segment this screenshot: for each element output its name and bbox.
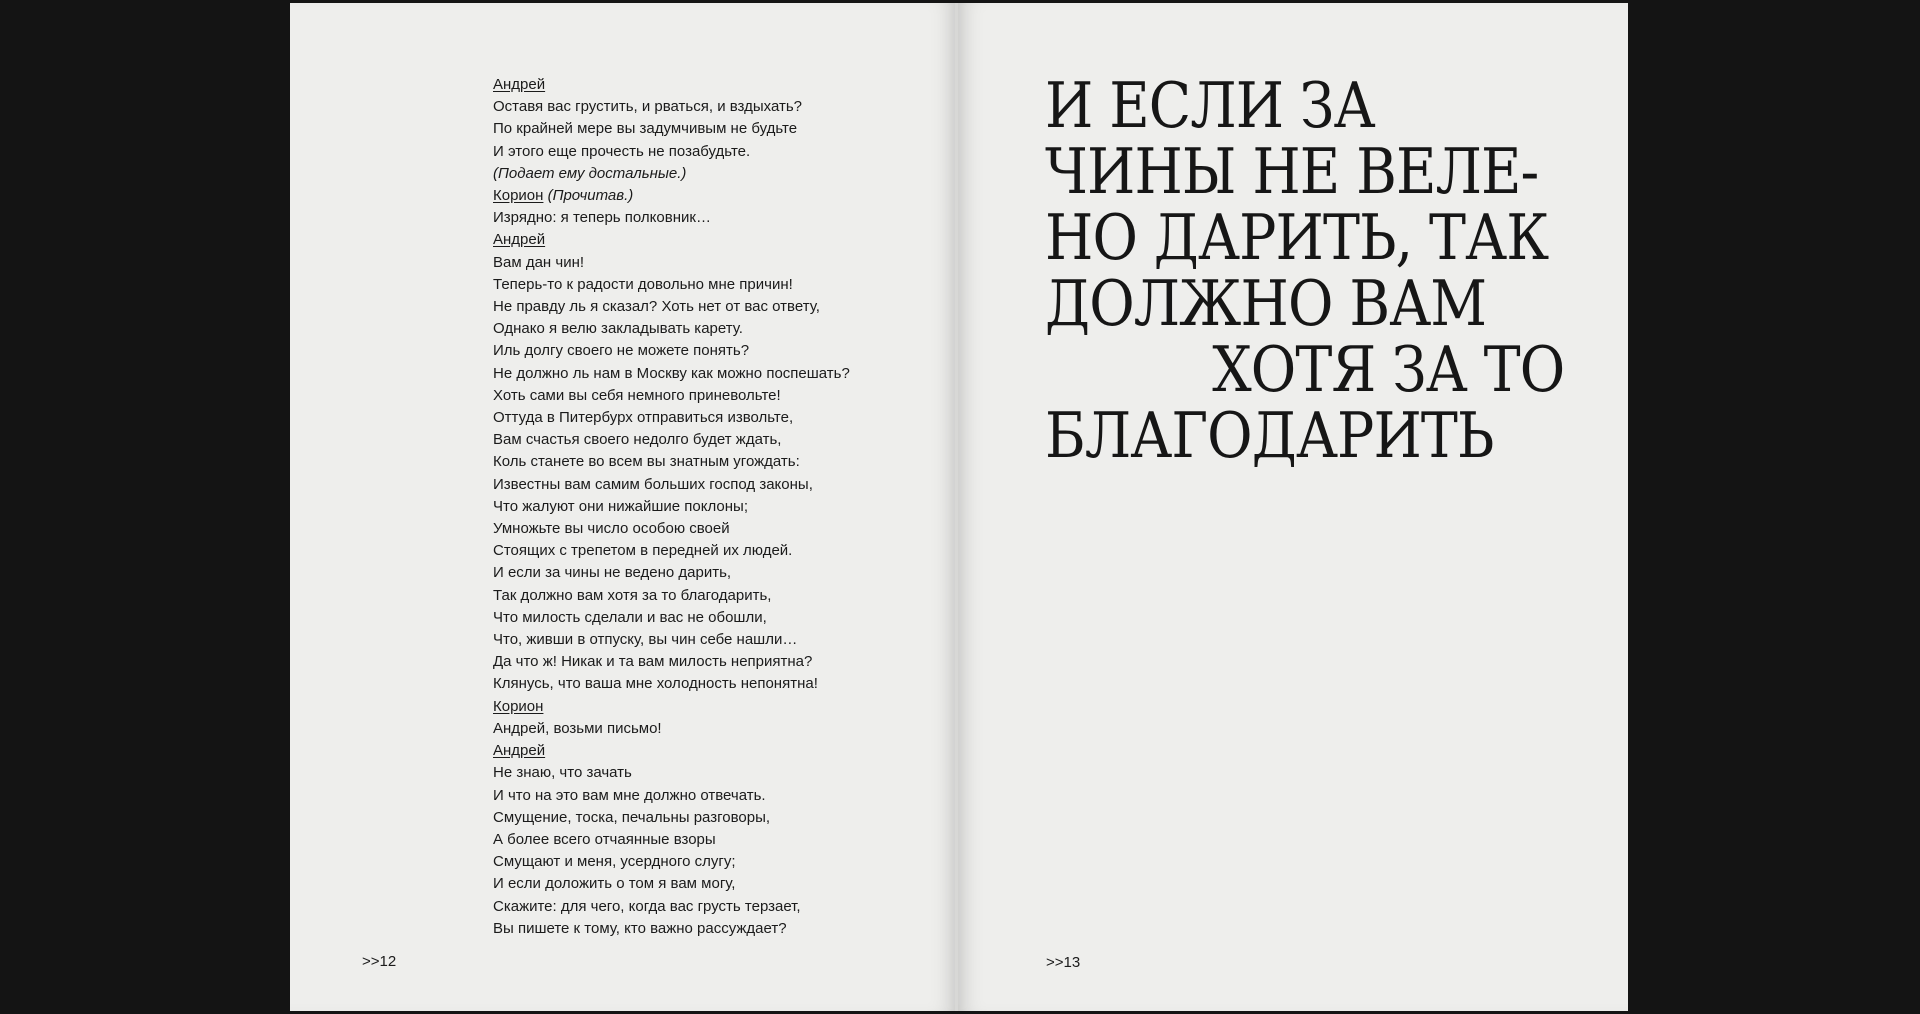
headline-line: БЛАГОДАРИТЬ bbox=[1045, 399, 1494, 472]
verse-line: И что на это вам мне должно отвечать. bbox=[493, 786, 766, 804]
verse-line: Оттуда в Питербурх отправиться извольте, bbox=[493, 409, 794, 427]
verse-line: Что жалуют они нижайшие поклоны; bbox=[493, 497, 748, 515]
verse-line: Стоящих с трепетом в передней их людей. bbox=[493, 542, 793, 560]
left-page bbox=[290, 3, 956, 1011]
speaker-name bbox=[493, 696, 933, 718]
stage-direction: (Подает ему достальные.) bbox=[493, 164, 687, 182]
verse-line: Изрядно: я теперь полковник… bbox=[493, 209, 711, 227]
verse-line: По крайней мере вы задумчивым не будьте bbox=[493, 120, 798, 138]
verse-line: Смущают и меня, усердного слугу; bbox=[493, 853, 736, 871]
speaker-label: Корион bbox=[493, 187, 544, 205]
verse-line: Да что ж! Никак и та вам милость неприятна? bbox=[493, 653, 813, 671]
verse-line: Смущение, тоска, печальны разговоры, bbox=[493, 808, 771, 826]
speaker-label: Андрей bbox=[493, 742, 546, 760]
verse-line: Скажите: для чего, когда вас грусть терзает, bbox=[493, 897, 801, 915]
verse-line: Известны вам самим больших господ законы, bbox=[493, 475, 813, 493]
verse-line: Иль долгу своего не можете понять? bbox=[493, 342, 750, 360]
headline-line: ХОТЯ ЗА ТО bbox=[1212, 333, 1565, 406]
verse-line: Хоть сами вы себя немного приневольте! bbox=[493, 386, 781, 404]
verse-text bbox=[493, 74, 933, 940]
verse-line: И этого еще прочесть не позабудьте. bbox=[493, 142, 751, 160]
verse-line: Что, живши в отпуску, вы чин себе нашли… bbox=[493, 631, 798, 649]
speaker-name bbox=[493, 229, 933, 251]
speaker-label: Андрей bbox=[493, 76, 546, 93]
verse-line: Клянусь, что ваша мне холодность непонятна! bbox=[493, 675, 818, 693]
page-number-right: >>13 bbox=[1046, 954, 1081, 971]
verse-line: Что милость сделали и вас не обошли, bbox=[493, 608, 767, 626]
verse-line: Теперь-то к радости довольно мне причин! bbox=[493, 275, 793, 293]
verse-line: Вы пишете к тому, кто важно рассуждает? bbox=[493, 919, 787, 937]
verse-line: Вам счастья своего недолго будет ждать, bbox=[493, 431, 782, 449]
right-page bbox=[958, 3, 1628, 1011]
verse-line: Не правду ль я сказал? Хоть нет от вас ответу, bbox=[493, 298, 820, 316]
headline-line: И ЕСЛИ ЗА bbox=[1045, 69, 1375, 142]
headline-line: ДОЛЖНО ВАМ bbox=[1045, 267, 1487, 340]
speaker-name bbox=[493, 740, 933, 762]
speaker-label: Корион bbox=[493, 697, 544, 715]
headline-line: НО ДАРИТЬ, ТАК bbox=[1045, 201, 1549, 274]
verse-line: А более всего отчаянные взоры bbox=[493, 830, 716, 848]
verse-line: Так должно вам хотя за то благодарить, bbox=[493, 586, 772, 604]
verse-line: Андрей, возьми письмо! bbox=[493, 719, 662, 737]
pull-quote-headline bbox=[1045, 69, 1565, 472]
verse-line: И если доложить о том я вам могу, bbox=[493, 875, 736, 893]
stage-direction: (Прочитав.) bbox=[543, 187, 634, 205]
verse-line: Не знаю, что зачать bbox=[493, 764, 632, 782]
verse-line: Вам дан чин! bbox=[493, 253, 585, 271]
speaker-name bbox=[493, 74, 933, 96]
speaker-label: Андрей bbox=[493, 231, 546, 249]
verse-line: Однако я велю закладывать карету. bbox=[493, 320, 743, 338]
headline-line: ЧИНЫ НЕ ВЕЛЕ- bbox=[1045, 135, 1539, 208]
verse-line: Коль станете во всем вы знатным угождать: bbox=[493, 453, 800, 471]
verse-line: И если за чины не ведено дарить, bbox=[493, 564, 732, 582]
verse-line: Умножьте вы число особою своей bbox=[493, 520, 730, 538]
verse-line: Оставя вас грустить, и рваться, и вздыхать? bbox=[493, 98, 803, 116]
speaker-with-direction bbox=[493, 185, 933, 207]
page-number-left: >>12 bbox=[362, 953, 397, 970]
verse-line: Не должно ль нам в Москву как можно поспешать? bbox=[493, 364, 850, 382]
